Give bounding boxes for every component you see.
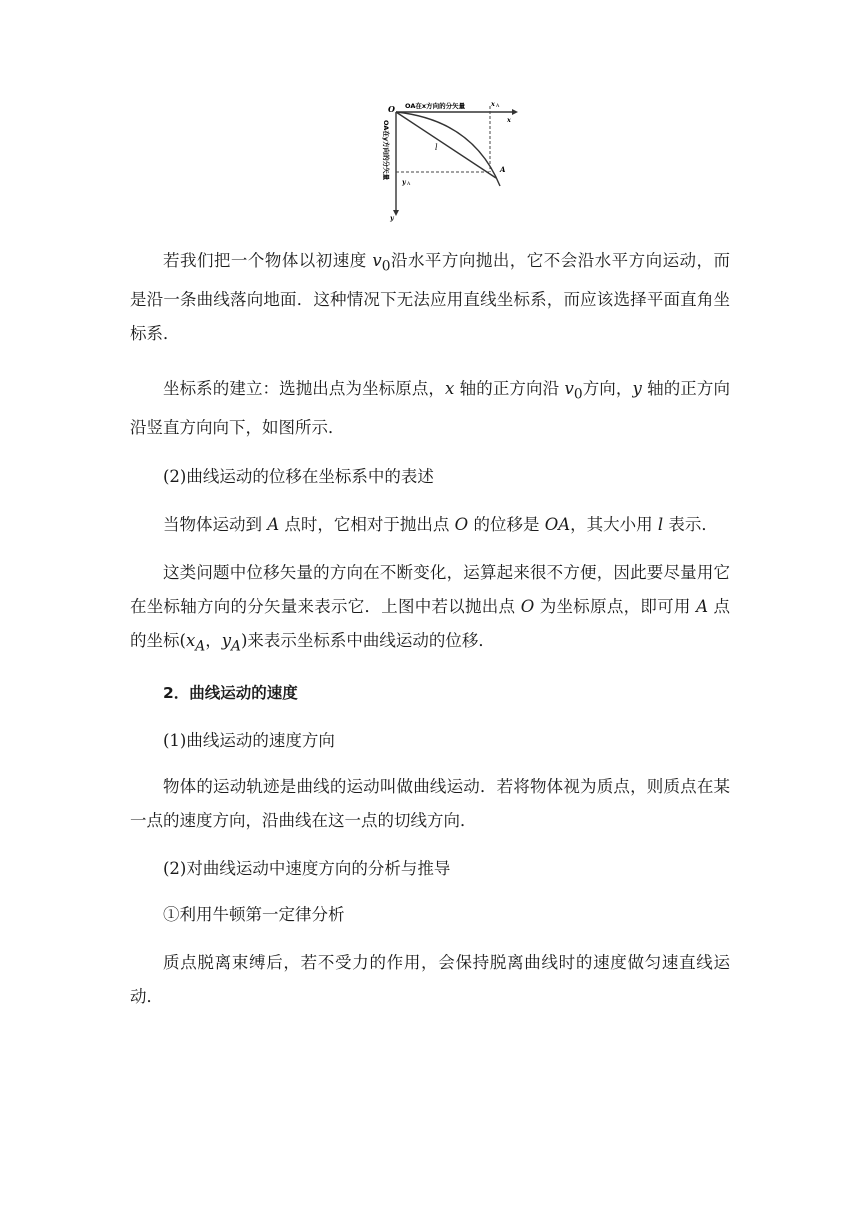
subscript-0: 0 (573, 386, 583, 403)
symbol-x: x (185, 631, 196, 650)
text-span: 点时，它相对于抛出点 (279, 515, 455, 534)
symbol-y: y (632, 379, 642, 398)
paragraph-velocity-definition: 物体的运动轨迹是曲线的运动叫做曲线运动．若将物体视为质点，则质点在某一点的速度方向，沿曲线在这一点的切线方向． (130, 777, 730, 830)
symbol-l: l (657, 515, 664, 534)
paragraph-projectile-intro (130, 244, 730, 351)
symbol-a: A (267, 515, 280, 534)
section-heading-velocity: 2．曲线运动的速度 (163, 684, 298, 702)
subscript-0: 0 (381, 258, 391, 275)
x-axis-label: x (507, 116, 511, 124)
symbol-y: y (221, 631, 232, 650)
point-a-label: A (500, 165, 506, 174)
xa-subscript: A (496, 104, 500, 109)
subheading-newton-first-law: ①利用牛顿第一定律分析 (163, 905, 345, 924)
symbol-o: O (520, 597, 535, 616)
symbol-x: x (445, 379, 455, 398)
paragraph-coordinate-setup (130, 372, 730, 445)
length-label: l (435, 143, 438, 152)
coordinate-diagram (378, 98, 528, 222)
text-span: ，其大小用 (570, 515, 658, 534)
text-span: 若我们把一个物体以初速度 (163, 251, 373, 270)
paragraph-component-vectors (130, 556, 730, 663)
subheading-velocity-direction: (1)曲线运动的速度方向 (163, 731, 335, 750)
x-axis-arrow (512, 109, 518, 115)
paragraph-free-particle: 质点脱离束缚后，若不受力的作用，会保持脱离曲线时的速度做匀速直线运动． (130, 953, 730, 1006)
xa-label: x (491, 100, 495, 108)
symbol-oa: OA (544, 515, 571, 534)
ya-label: y (402, 178, 406, 186)
coordinate-diagram-svg (378, 98, 528, 222)
text-span: 轴的正方向沿竖直方向向下，如图所示． (130, 379, 730, 438)
text-span: 轴的正方向沿 (454, 379, 565, 398)
text-span: 的位移是 (468, 515, 545, 534)
subscript-a: A (195, 638, 206, 655)
text-span: 点的坐标( (130, 597, 730, 650)
x-component-label: OA在x方向的分矢量 (405, 102, 466, 110)
y-component-label: OA在y方向的分矢量 (382, 120, 390, 181)
text-span: 表示． (663, 515, 718, 534)
text-span: 方向， (582, 379, 633, 398)
text-span: ， (205, 631, 222, 650)
text-span: )来表示坐标系中曲线运动的位移． (240, 631, 495, 650)
section-heading-displacement: (2)曲线运动的位移在坐标系中的表述 (163, 467, 434, 486)
paragraph-displacement-oa (130, 508, 730, 542)
y-axis-arrow (393, 210, 399, 216)
ya-subscript: A (407, 182, 411, 187)
text-span: 沿水平方向抛出，它不会沿水平方向运动，而是沿一条曲线落向地面．这种情况下无法应用直线坐标系，而应该选择平面直角坐标系． (130, 251, 730, 344)
displacement-line (396, 112, 496, 178)
subscript-a: A (231, 638, 241, 655)
symbol-o: O (454, 515, 469, 534)
text-span: 为坐标原点，即可用 (534, 597, 697, 616)
y-axis-label: y (390, 214, 394, 222)
text-span: 这类问题中位移矢量的方向在不断变化，运算起来很不方便，因此要尽量用它在坐标轴方向的分矢量来表示它．上图中若以抛出点 (130, 563, 730, 616)
text-span: 当物体运动到 (163, 515, 268, 534)
symbol-v: v (564, 379, 574, 398)
symbol-a: A (696, 597, 708, 616)
subheading-velocity-analysis: (2)对曲线运动中速度方向的分析与推导 (163, 859, 451, 878)
symbol-v: v (372, 251, 382, 270)
origin-label: O (388, 104, 395, 114)
text-span: 坐标系的建立：选抛出点为坐标原点， (163, 379, 446, 398)
